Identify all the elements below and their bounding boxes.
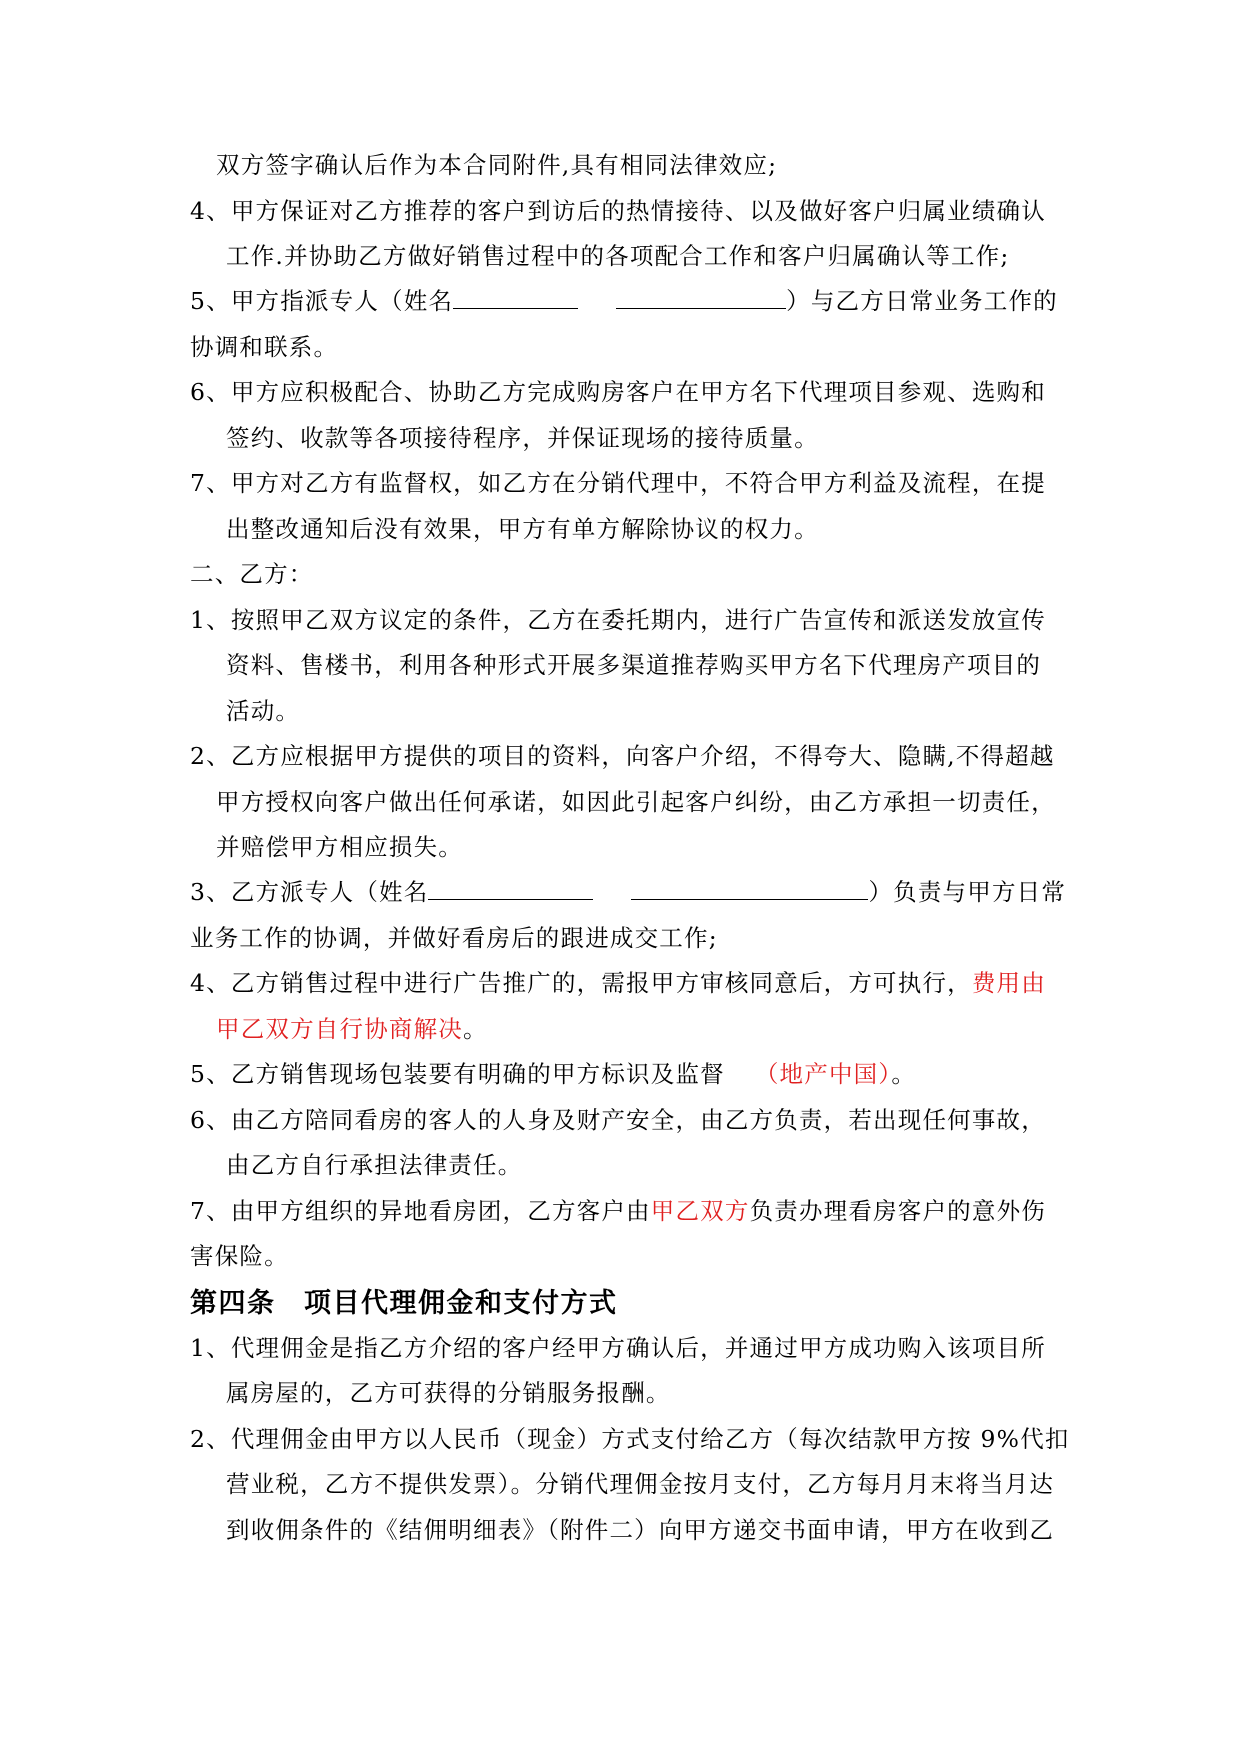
name-blank-1[interactable] — [453, 288, 578, 309]
clause-a6: 6、甲方应积极配合、协助乙方完成购房客户在甲方名下代理项目参观、选购和 — [190, 378, 1046, 406]
highlighted-text: 甲乙双方 — [650, 1197, 750, 1225]
clause-b3 — [190, 877, 1066, 907]
text-segment: ）负责与甲方日常 — [868, 878, 1067, 906]
text-line: 到收佣条件的《结佣明细表》（附件二）向甲方递交书面申请，甲方在收到乙 — [226, 1516, 1055, 1544]
text-line: 工作.并协助乙方做好销售过程中的各项配合工作和客户归属确认等工作; — [226, 242, 1010, 270]
name-blank-3[interactable] — [428, 879, 593, 900]
text-line: 营业税，乙方不提供发票）。分销代理佣金按月支付，乙方每月月末将当月达 — [226, 1470, 1055, 1498]
clause-b2: 2、乙方应根据甲方提供的项目的资料，向客户介绍，不得夸大、隐瞒,不得超越 — [190, 742, 1055, 770]
clause-b4 — [190, 968, 1046, 998]
text-line: 属房屋的，乙方可获得的分销服务报酬。 — [226, 1379, 671, 1407]
text-segment: 7、由甲方组织的异地看房团，乙方客户由 — [190, 1197, 651, 1225]
text-line: 签约、收款等各项接待程序，并保证现场的接待质量。 — [226, 424, 819, 452]
clause-b6: 6、由乙方陪同看房的客人的人身及财产安全，由乙方负责，若出现任何事故， — [190, 1106, 1046, 1134]
text-segment: 3、乙方派专人（姓名 — [190, 878, 429, 906]
text-line: 业务工作的协调，并做好看房后的跟进成交工作; — [190, 924, 718, 952]
text-line: 由乙方自行承担法律责任。 — [226, 1151, 523, 1179]
text-segment: 4、乙方销售过程中进行广告推广的，需报甲方审核同意后，方可执行， — [190, 969, 972, 997]
clause-4-1: 1、代理佣金是指乙方介绍的客户经甲方确认后，并通过甲方成功购入该项目所 — [190, 1334, 1046, 1362]
text-segment: 。 — [891, 1060, 917, 1088]
text-line: 害保险。 — [190, 1242, 289, 1270]
clause-b5 — [190, 1059, 916, 1089]
article-4-heading: 第四条 项目代理佣金和支付方式 — [190, 1288, 618, 1319]
clause-a5 — [190, 286, 1058, 316]
clause-a7: 7、甲方对乙方有监督权，如乙方在分销代理中，不符合甲方利益及流程，在提 — [190, 469, 1046, 497]
section-party-b: 二、乙方： — [190, 560, 314, 588]
text-segment: 5、甲方指派专人（姓名 — [190, 287, 454, 315]
clause-a4: 4、甲方保证对乙方推荐的客户到访后的热情接待、以及做好客户归属业绩确认 — [190, 197, 1046, 225]
text-segment: 5、乙方销售现场包装要有明确的甲方标识及监督 — [190, 1060, 725, 1088]
highlighted-text: 费用由 — [971, 969, 1046, 997]
clause-b7 — [190, 1196, 1046, 1226]
text-line: 双方签字确认后作为本合同附件,具有相同法律效应; — [216, 151, 778, 179]
text-line: 资料、售楼书，利用各种形式开展多渠道推荐购买甲方名下代理房产项目的 — [226, 651, 1042, 679]
name-blank-2[interactable] — [616, 288, 786, 309]
text-segment: 负责办理看房客户的意外伤 — [749, 1197, 1046, 1225]
text-line: 活动。 — [226, 697, 301, 725]
text-segment: ）与乙方日常业务工作的 — [786, 287, 1058, 315]
text-line: 甲方授权向客户做出任何承诺，如因此引起客户纠纷，由乙方承担一切责任， — [216, 788, 1056, 816]
text-line: 协调和联系。 — [190, 333, 339, 361]
text-line — [216, 1014, 488, 1044]
highlighted-text: （地产中国） — [754, 1060, 892, 1088]
clause-b1: 1、按照甲乙双方议定的条件，乙方在委托期内，进行广告宣传和派送发放宣传 — [190, 606, 1046, 634]
text-line: 并赔偿甲方相应损失。 — [216, 833, 463, 861]
name-blank-4[interactable] — [631, 879, 868, 900]
highlighted-text: 甲乙双方自行协商解决 — [216, 1015, 463, 1043]
text-segment: 。 — [463, 1015, 488, 1043]
text-line: 出整改通知后没有效果，甲方有单方解除协议的权力。 — [226, 515, 819, 543]
clause-4-2: 2、代理佣金由甲方以人民币（现金）方式支付给乙方（每次结款甲方按 9%代扣 — [190, 1425, 1070, 1453]
